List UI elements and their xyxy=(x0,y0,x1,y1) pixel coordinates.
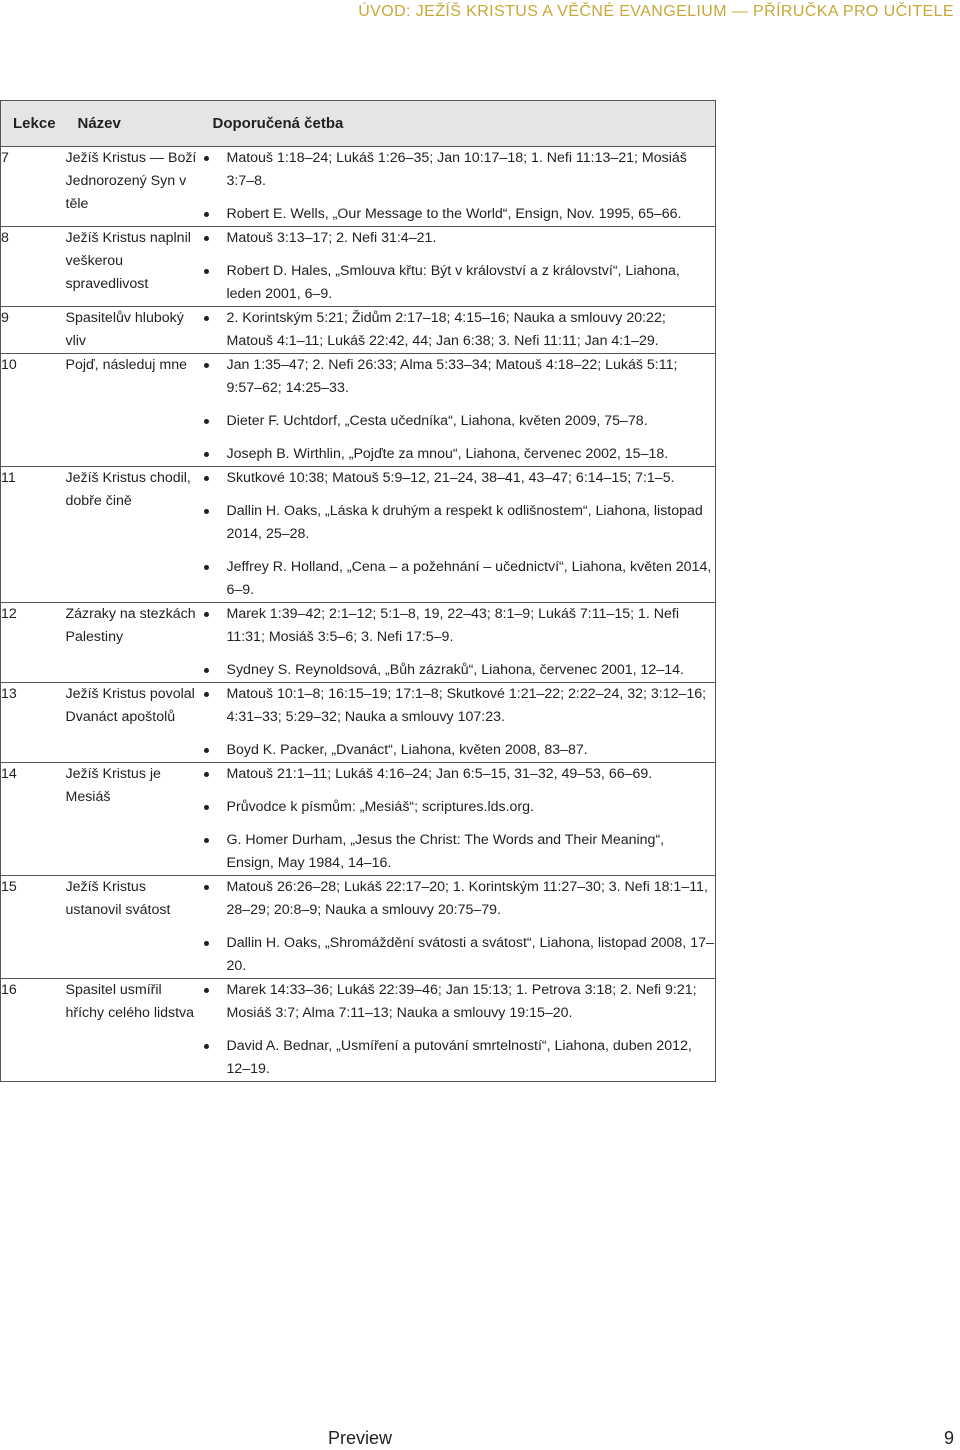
lesson-number: 8 xyxy=(1,227,66,307)
bullet-icon xyxy=(204,316,209,321)
bullet-icon xyxy=(204,838,209,843)
bullet-icon xyxy=(204,476,209,481)
reading-cell xyxy=(201,147,716,227)
reading-cell xyxy=(201,307,716,354)
lesson-number: 15 xyxy=(1,876,66,979)
reading-text: Boyd K. Packer, „Dvanáct“, Liahona, květen 2008, 83–87. xyxy=(226,742,588,758)
reading-text: Matouš 26:26–28; Lukáš 22:17–20; 1. Korintským 11:27–30; 3. Nefi 18:1–11, 28–29; 20:8–9; Nauka a smlouvy 20:75–79. xyxy=(226,879,708,918)
lesson-number: 14 xyxy=(1,763,66,876)
lesson-title: Ježíš Kristus naplnil veškerou spravedlivost xyxy=(66,227,201,307)
reading-item xyxy=(201,260,716,306)
reading-item xyxy=(201,683,716,729)
reading-text: Skutkové 10:38; Matouš 5:9–12, 21–24, 38–41, 43–47; 6:14–15; 7:1–5. xyxy=(226,470,675,486)
reading-item xyxy=(201,932,716,978)
reading-list xyxy=(201,876,716,978)
lesson-number: 16 xyxy=(1,979,66,1082)
bullet-icon xyxy=(204,212,209,217)
bullet-icon xyxy=(204,236,209,241)
reading-cell xyxy=(201,683,716,763)
reading-list xyxy=(201,147,716,226)
table-header-row xyxy=(1,101,716,147)
header-title: Název xyxy=(66,101,201,147)
reading-cell xyxy=(201,354,716,467)
table-row xyxy=(1,763,716,876)
reading-text: Marek 1:39–42; 2:1–12; 5:1–8, 19, 22–43; 8:1–9; Lukáš 7:11–15; 1. Nefi 11:31; Mosiáš 3:5–6; 3. Nefi 17:5–9. xyxy=(226,606,679,645)
bullet-icon xyxy=(204,565,209,570)
reading-text: Sydney S. Reynoldsová, „Bůh zázraků“, Liahona, červenec 2001, 12–14. xyxy=(226,662,684,678)
running-header: ÚVOD: JEŽÍŠ KRISTUS A VĚČNÉ EVANGELIUM — PŘÍRUČKA PRO UČITELE xyxy=(358,3,954,20)
lesson-title: Spasitelův hluboký vliv xyxy=(66,307,201,354)
reading-list xyxy=(201,603,716,682)
table-row xyxy=(1,307,716,354)
reading-item xyxy=(201,829,716,875)
reading-text: Joseph B. Wirthlin, „Pojďte za mnou“, Liahona, červenec 2002, 15–18. xyxy=(226,446,669,462)
reading-text: Průvodce k písmům: „Mesiáš“; scriptures.lds.org. xyxy=(226,799,534,815)
reading-text: Matouš 1:18–24; Lukáš 1:26–35; Jan 10:17–18; 1. Nefi 11:13–21; Mosiáš 3:7–8. xyxy=(226,150,687,189)
reading-item xyxy=(201,979,716,1025)
reading-text: Jeffrey R. Holland, „Cena – a požehnání – učednictví“, Liahona, květen 2014, 6–9. xyxy=(226,559,712,598)
lesson-number: 13 xyxy=(1,683,66,763)
lesson-title: Ježíš Kristus povolal Dvanáct apoštolů xyxy=(66,683,201,763)
reading-text: Dallin H. Oaks, „Láska k druhým a respekt k odlišnostem“, Liahona, listopad 2014, 25–28. xyxy=(226,503,703,542)
page-number: 9 xyxy=(943,1428,954,1448)
lesson-title: Ježíš Kristus — Boží Jednorozený Syn v těle xyxy=(66,147,201,227)
reading-text: Robert D. Hales, „Smlouva křtu: Být v království a z království“, Liahona, leden 2001, 6–9. xyxy=(226,263,680,302)
reading-item xyxy=(201,763,716,786)
reading-text: 2. Korintským 5:21; Židům 2:17–18; 4:15–16; Nauka a smlouvy 20:22; Matouš 4:1–11; Lukáš 22:42, 44; Jan 6:38; 3. Nefi 11:11; Jan 4:1–29. xyxy=(226,310,666,349)
bullet-icon xyxy=(204,419,209,424)
bullet-icon xyxy=(204,748,209,753)
reading-item xyxy=(201,556,716,602)
header-reading: Doporučená četba xyxy=(201,101,716,147)
lesson-number: 11 xyxy=(1,467,66,603)
reading-list xyxy=(201,354,716,466)
reading-text: David A. Bednar, „Usmíření a putování smrtelností“, Liahona, duben 2012, 12–19. xyxy=(226,1038,692,1077)
bullet-icon xyxy=(204,805,209,810)
lesson-title: Ježíš Kristus je Mesiáš xyxy=(66,763,201,876)
reading-item xyxy=(201,410,716,433)
table-row xyxy=(1,147,716,227)
reading-list xyxy=(201,763,716,875)
lesson-title: Ježíš Kristus ustanovil svátost xyxy=(66,876,201,979)
lesson-number: 10 xyxy=(1,354,66,467)
lesson-title: Zázraky na stezkách Palestiny xyxy=(66,603,201,683)
lesson-title: Ježíš Kristus chodil, dobře čině xyxy=(66,467,201,603)
reading-list xyxy=(201,307,716,353)
reading-text: Matouš 21:1–11; Lukáš 4:16–24; Jan 6:5–15, 31–32, 49–53, 66–69. xyxy=(226,766,653,782)
table-row xyxy=(1,227,716,307)
table-row xyxy=(1,603,716,683)
reading-text: Jan 1:35–47; 2. Nefi 26:33; Alma 5:33–34; Matouš 4:18–22; Lukáš 5:11; 9:57–62; 14:25–33. xyxy=(226,357,678,396)
reading-item xyxy=(201,603,716,649)
lesson-number: 12 xyxy=(1,603,66,683)
reading-list xyxy=(201,467,716,602)
reading-text: G. Homer Durham, „Jesus the Christ: The Words and Their Meaning“, Ensign, May 1984, 14–16. xyxy=(226,832,665,871)
bullet-icon xyxy=(204,988,209,993)
reading-item xyxy=(201,147,716,193)
reading-list xyxy=(201,979,716,1081)
reading-cell xyxy=(201,763,716,876)
table-body xyxy=(1,147,716,1082)
header-lesson: Lekce xyxy=(1,101,66,147)
table-row xyxy=(1,683,716,763)
reading-item xyxy=(201,659,716,682)
reading-text: Marek 14:33–36; Lukáš 22:39–46; Jan 15:13; 1. Petrova 3:18; 2. Nefi 9:21; Mosiáš 3:7; Alma 7:11–13; Nauka a smlouvy 19:15–20. xyxy=(226,982,697,1021)
bullet-icon xyxy=(204,156,209,161)
reading-text: Dallin H. Oaks, „Shromáždění svátosti a svátost“, Liahona, listopad 2008, 17–20. xyxy=(226,935,714,974)
reading-item xyxy=(201,227,716,250)
footer-preview-label: Preview xyxy=(328,1428,393,1448)
reading-item xyxy=(201,443,716,466)
reading-item xyxy=(201,467,716,490)
reading-item xyxy=(201,307,716,353)
bullet-icon xyxy=(204,509,209,514)
reading-text: Dieter F. Uchtdorf, „Cesta učedníka“, Liahona, květen 2009, 75–78. xyxy=(226,413,648,429)
reading-cell xyxy=(201,876,716,979)
reading-item xyxy=(201,876,716,922)
reading-cell xyxy=(201,979,716,1082)
table-row xyxy=(1,467,716,603)
lesson-number: 7 xyxy=(1,147,66,227)
reading-cell xyxy=(201,467,716,603)
lesson-number: 9 xyxy=(1,307,66,354)
bullet-icon xyxy=(204,612,209,617)
reading-list xyxy=(201,683,716,762)
bullet-icon xyxy=(204,772,209,777)
reading-item xyxy=(201,1035,716,1081)
bullet-icon xyxy=(204,692,209,697)
reading-item xyxy=(201,796,716,819)
bullet-icon xyxy=(204,668,209,673)
reading-item xyxy=(201,500,716,546)
bullet-icon xyxy=(204,452,209,457)
reading-text: Matouš 3:13–17; 2. Nefi 31:4–21. xyxy=(226,230,437,246)
reading-list xyxy=(201,227,716,306)
reading-item xyxy=(201,354,716,400)
reading-text: Robert E. Wells, „Our Message to the World“, Ensign, Nov. 1995, 65–66. xyxy=(226,206,682,222)
reading-text: Matouš 10:1–8; 16:15–19; 17:1–8; Skutkové 1:21–22; 2:22–24, 32; 3:12–16; 4:31–33; 5:29–32; Nauka a smlouvy 107:23. xyxy=(226,686,707,725)
reading-cell xyxy=(201,603,716,683)
bullet-icon xyxy=(204,885,209,890)
bullet-icon xyxy=(204,1044,209,1049)
reading-item xyxy=(201,739,716,762)
lesson-reading-table xyxy=(0,100,716,1082)
table-row xyxy=(1,876,716,979)
bullet-icon xyxy=(204,941,209,946)
lesson-title: Spasitel usmířil hříchy celého lidstva xyxy=(66,979,201,1082)
bullet-icon xyxy=(204,269,209,274)
table-row xyxy=(1,979,716,1082)
bullet-icon xyxy=(204,363,209,368)
table-row xyxy=(1,354,716,467)
reading-item xyxy=(201,203,716,226)
lesson-title: Pojď, následuj mne xyxy=(66,354,201,467)
reading-cell xyxy=(201,227,716,307)
